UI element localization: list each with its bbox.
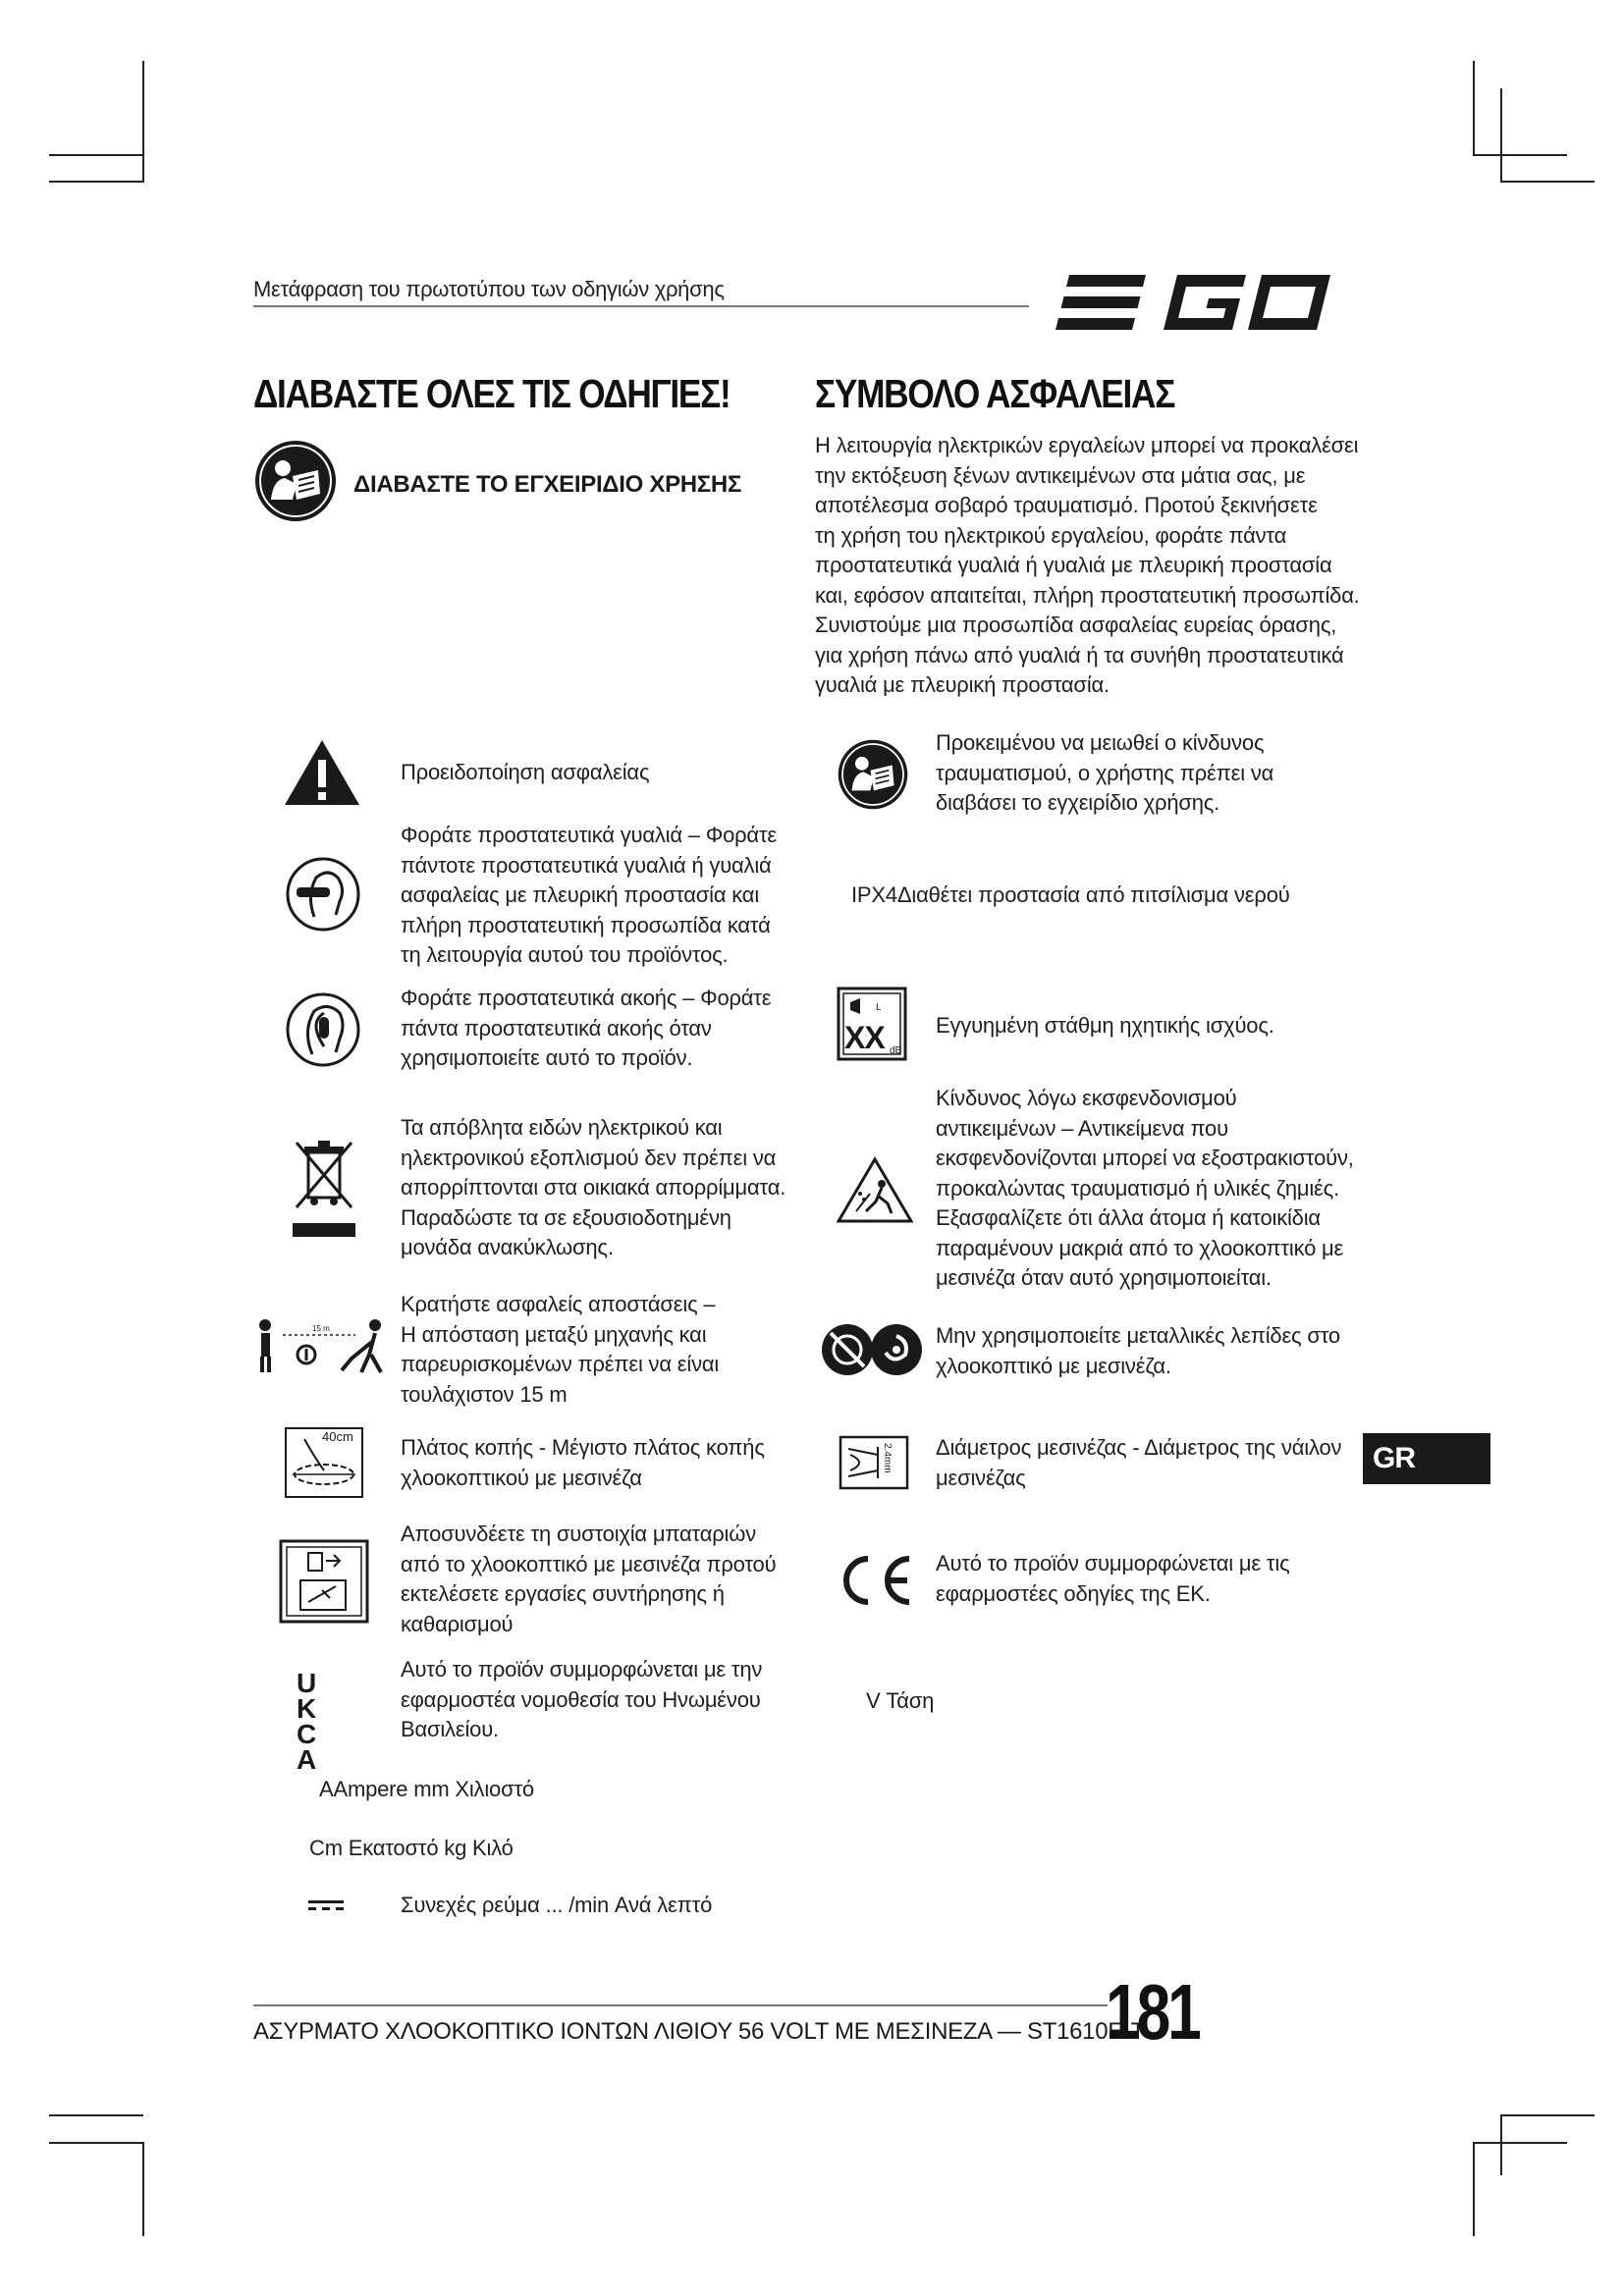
symbol-text-thrown-objects: Κίνδυνος λόγω εκσφενδονισμού αντικειμένων – Αντικείμενα που εκσφενδονίζονται μπορεί να εξοστρακιστούν, προκαλώντας τραυματισμό ή υλικές ζημιές. Εξασφαλίζετε ότι άλλα άτομα ή κατοικίδια παραμένουν μακριά από το χλοοκοπτικό με μεσινέζα όταν αυτό χρησιμοποιείται. (936, 1086, 1354, 1290)
ukca-mark-label: UK CA (297, 1668, 318, 1775)
warning-triangle-icon (283, 738, 361, 807)
crop-mark (1500, 2114, 1502, 2175)
crop-mark (1473, 2142, 1567, 2144)
language-tab: GR (1363, 1433, 1490, 1484)
symbol-text-safe-distance: Κρατήστε ασφαλείς αποστάσεις – Η απόσταση μεταξύ μηχανής και παρευρισκομένων πρέπει να είναι τουλάχιστον 15 m (401, 1292, 720, 1407)
header-rule (253, 305, 1029, 307)
units-line-1: AAmpere mm Χιλιοστό (319, 1777, 534, 1801)
crop-mark (142, 2142, 144, 2236)
symbol-text-ukca: Αυτό το προϊόν συμμορφώνεται με την εφαρμοστέα νομοθεσία του Ηνωμένου Βασιλείου. (401, 1657, 763, 1741)
document-subtitle: Μετάφραση του πρωτοτύπου των οδηγιών χρήσης (253, 277, 725, 301)
ear-protection-icon (285, 991, 361, 1068)
ukca-mark-icon (297, 1668, 355, 1775)
crop-mark (49, 2142, 143, 2144)
page-number: 181 (1106, 1968, 1199, 2056)
symbol-text-warning: Προειδοποίηση ασφαλείας (401, 760, 650, 784)
crop-mark (1473, 154, 1567, 156)
read-manual-label: ΔΙΑΒΑΣΤΕ ΤΟ ΕΓΧΕΙΡΙΔΙΟ ΧΡΗΣΗΣ (353, 471, 742, 498)
sound-power-icon (837, 987, 907, 1061)
ego-logo (1056, 267, 1350, 338)
units-line-2: Cm Εκατοστό kg Κιλό (309, 1836, 514, 1860)
symbol-text-cutting-width: Πλάτος κοπής - Μέγιστο πλάτος κοπής χλοοκοπτικού με μεσινέζα (401, 1435, 765, 1490)
symbol-text-ce: Αυτό το προϊόν συμμορφώνεται με τις εφαρμοστέες οδηγίες της ΕΚ. (936, 1551, 1290, 1606)
cutting-width-label: 40cm (322, 1429, 353, 1444)
crop-mark (1473, 61, 1475, 155)
thrown-objects-icon (837, 1156, 913, 1223)
disconnect-battery-icon (279, 1539, 369, 1624)
read-manual-icon (253, 439, 338, 523)
eye-protection-icon (285, 856, 361, 933)
crop-mark (1500, 181, 1595, 183)
line-diameter-icon (839, 1435, 909, 1490)
symbol-text-weee: Τα απόβλητα ειδών ηλεκτρικού και ηλεκτρονικού εξοπλισμού δεν πρέπει να απορρίπτονται στα οικιακά απορρίμματα. Παραδώστε τα σε εξουσιοδοτημένη μονάδα ανακύκλωσης. (401, 1115, 786, 1259)
no-metal-blades-icon (821, 1321, 923, 1378)
safety-symbol-title: ΣΥΜΒΟΛΟ ΑΣΦΑΛΕΙΑΣ (815, 371, 1175, 416)
symbol-text-line-diameter: Διάμετρος μεσινέζας - Διάμετρος της νάιλον μεσινέζας (936, 1435, 1342, 1490)
crop-mark (49, 154, 143, 156)
read-all-instructions-title: ΔΙΑΒΑΣΤΕ ΟΛΕΣ ΤΙΣ ΟΔΗΓΙΕΣ! (253, 371, 731, 416)
units-line-3: Συνεχές ρεύμα ... /min Ανά λεπτό (401, 1893, 713, 1917)
symbol-text-no-metal-blades: Μην χρησιμοποιείτε μεταλλικές λεπίδες στο χλοοκοπτικό με μεσινέζα. (936, 1323, 1340, 1378)
crop-mark (49, 2114, 143, 2116)
footer-text: ΑΣΥΡΜΑΤΟ ΧΛΟΟΚΟΠΤΙΚΟ ΙΟΝΤΩΝ ΛΙΘΙΟΥ 56 VOLT ΜΕ ΜΕΣΙΝΕΖΑ — ST1610E-T (253, 2018, 1146, 2045)
weee-bin-icon (291, 1135, 357, 1241)
crop-mark (1473, 2142, 1475, 2236)
symbol-text-disconnect-battery: Αποσυνδέετε τη συστοιχία μπαταριών από το χλοοκοπτικό με μεσινέζα προτού εκτελέσετε εργασίες συντήρησης ή καθαρισμού (401, 1522, 777, 1636)
safety-intro: Η λειτουργία ηλεκτρικών εργαλείων μπορεί να προκαλέσει την εκτόξευση ξένων αντικειμένων στα μάτια σας, με αποτέλεσμα σοβαρό τραυματισμό. Προτού ξεκινήσετε τη χρήση του ηλεκτρικού εργαλείου, φοράτε πάντα προστατευτικά γυαλιά ή γυαλιά με πλευρική προστασία και, εφόσον απαιτείται, πλήρη προστατευτική προσωπίδα. Συνιστούμε μια προσωπίδα ασφαλείας ευρείας όρασης, για χρήση πάνω από γυαλιά ή τα συνήθη προστατευτικά γυαλιά με πλευρική προστασία. (815, 433, 1360, 697)
symbol-text-voltage: V Τάση (866, 1688, 935, 1713)
crop-mark (1500, 2114, 1595, 2116)
svg-text:L: L (876, 1002, 882, 1013)
symbol-text-eye-protection: Φοράτε προστατευτικά γυαλιά – Φοράτε πάντοτε προστατευτικά γυαλιά ή γυαλιά ασφαλείας με πλευρική προστασία και πλήρη προστατευτική προσωπίδα κατά τη λειτουργία αυτού του προϊόντος. (401, 823, 778, 967)
crop-mark (142, 61, 144, 183)
ce-mark-icon (835, 1553, 913, 1608)
symbol-text-read-manual: Προκειμένου να μειωθεί ο κίνδυνος τραυματισμού, ο χρήστης πρέπει να διαβάσει το εγχειρίδιο χρήσης. (936, 730, 1274, 815)
footer-rule (253, 2004, 1108, 2006)
safe-distance-icon (253, 1315, 391, 1376)
line-diameter-label: 2.4mm (882, 1443, 893, 1473)
symbol-text-ipx4: IPX4Διαθέτει προστασία από πιτσίλισμα νερού (851, 882, 1290, 907)
svg-text:dB: dB (890, 1045, 902, 1056)
symbol-text-sound-power: Εγγυημένη στάθμη ηχητικής ισχύος. (936, 1013, 1274, 1038)
sound-power-label: XX (844, 1020, 885, 1055)
cutting-width-icon (285, 1427, 363, 1498)
svg-text:15 m: 15 m (312, 1324, 330, 1333)
read-manual-icon (837, 738, 909, 811)
crop-mark (1500, 88, 1502, 183)
symbol-text-ear-protection: Φοράτε προστατευτικά ακοής – Φοράτε πάντα προστατευτικά ακοής όταν χρησιμοποιείτε αυτό το προϊόν. (401, 986, 772, 1070)
direct-current-icon (308, 1898, 344, 1912)
crop-mark (49, 181, 143, 183)
